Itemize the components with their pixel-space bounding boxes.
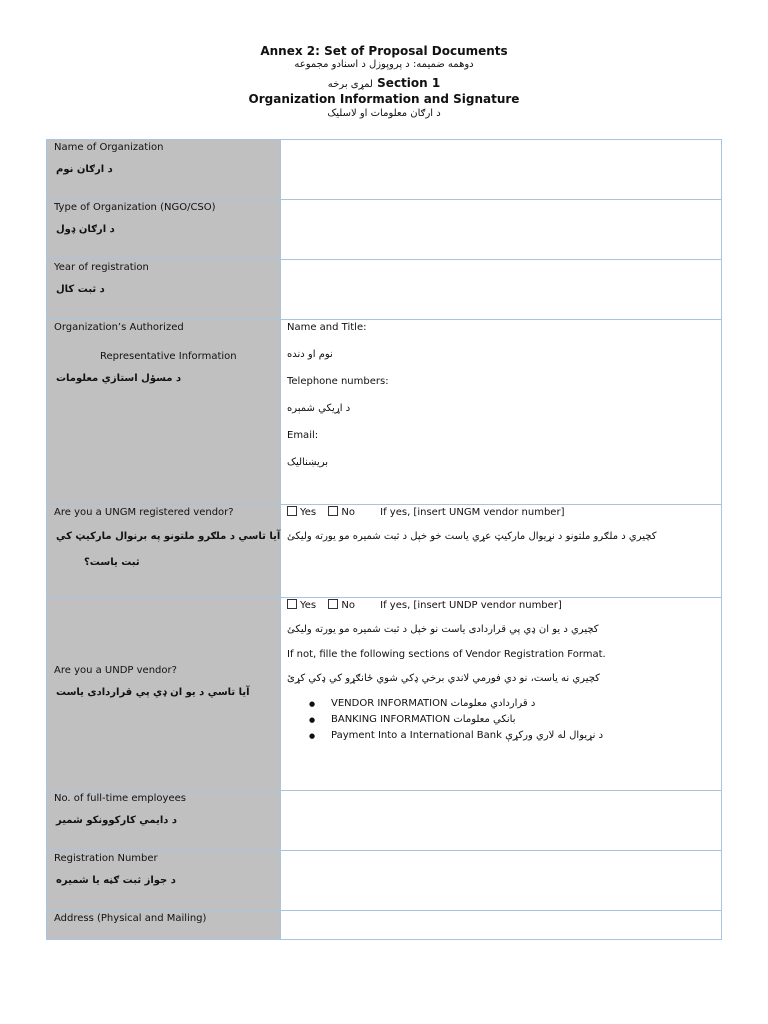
year-label-cell: [47, 260, 281, 320]
rep-label-line1: Organization’s Authorized: [54, 322, 184, 333]
ungm-if-yes: If yes, [insert UNGM vendor number]: [380, 507, 565, 518]
year-field[interactable]: [281, 260, 722, 320]
list-item: [331, 728, 721, 744]
rep-label-cell: [47, 320, 281, 505]
section-title-pashto: لمړی برخه: [327, 79, 373, 90]
row-year: [47, 260, 722, 320]
org-name-field[interactable]: [281, 140, 722, 200]
undp-label: Are you a UNDP vendor?: [54, 665, 177, 676]
bullet-banking-info: BANKING INFORMATION: [331, 714, 451, 725]
org-type-label-cell: [47, 200, 281, 260]
rep-name-title: Name and Title:: [287, 322, 367, 333]
org-info-title-pashto: د ارګان معلومات او لاسلیک: [327, 108, 441, 119]
rep-name-title-pashto: نوم او دنده: [287, 349, 333, 360]
employees-label-cell: [47, 791, 281, 851]
address-label-cell: [47, 911, 281, 940]
list-item: [331, 712, 721, 728]
bullet-vendor-info-pashto: د قراردادي معلومات: [450, 698, 536, 709]
year-label-pashto: د ثبت کال: [56, 284, 105, 295]
undp-options: [287, 599, 721, 613]
address-field[interactable]: [281, 911, 722, 940]
section-title-english: Section 1: [377, 76, 441, 90]
organization-info-table: [46, 139, 722, 940]
rep-label-line2: Representative Information: [100, 351, 237, 362]
employees-label: No. of full-time employees: [54, 793, 186, 804]
address-label: Address (Physical and Mailing): [54, 913, 207, 924]
bullet-payment-bank: Payment Into a International Bank: [331, 730, 502, 741]
ungm-label-pashto-1: آیا تاسي د ملګرو ملتونو په برنوال مارکیټ کي: [56, 531, 281, 542]
reg-number-label: Registration Number: [54, 853, 158, 864]
ungm-label-pashto-2: ثبت یاست؟: [84, 557, 140, 568]
org-name-label-pashto: د ارګان نوم: [56, 164, 113, 175]
annex-title-pashto: دوهمه ضمیمه: د پروپوزل د اسنادو مجموعه: [294, 59, 474, 70]
undp-field: [281, 598, 722, 791]
undp-requirements-list: [281, 696, 721, 744]
ungm-label: Are you a UNGM registered vendor?: [54, 507, 234, 518]
ungm-label-cell: [47, 505, 281, 598]
undp-if-yes-pashto: کچیري د یو ان ډي پي قراردادی یاست نو خپل د ثبت شمیره مو یورته ولیکئ: [287, 624, 599, 635]
undp-label-cell: [47, 598, 281, 791]
employees-label-pashto: د دایمي کارکوونکو شمیر: [56, 815, 178, 826]
rep-field[interactable]: [281, 320, 722, 505]
row-employees: [47, 791, 722, 851]
undp-no-label: No: [341, 600, 355, 611]
row-undp: [47, 598, 722, 791]
annex-title: Annex 2: Set of Proposal Documents: [260, 44, 508, 58]
ungm-no-checkbox[interactable]: [328, 506, 338, 516]
ungm-options: [287, 506, 721, 520]
rep-email-pashto: بریښنالیک: [287, 457, 329, 468]
rep-telephone-pashto: د اړیکي شمېره: [287, 403, 351, 414]
undp-if-not: If not, fille the following sections of Vendor Registration Format.: [287, 649, 606, 660]
ungm-field: [281, 505, 722, 598]
undp-no-checkbox[interactable]: [328, 599, 338, 609]
org-name-label-cell: [47, 140, 281, 200]
row-org-name: [47, 140, 722, 200]
reg-number-field[interactable]: [281, 851, 722, 911]
org-type-field[interactable]: [281, 200, 722, 260]
rep-email: Email:: [287, 430, 319, 441]
ungm-no-label: No: [341, 507, 355, 518]
year-label: Year of registration: [54, 262, 149, 273]
reg-number-label-cell: [47, 851, 281, 911]
org-type-label: Type of Organization (NGO/CSO): [54, 202, 216, 213]
rep-telephone: Telephone numbers:: [287, 376, 389, 387]
ungm-answer-pashto: کچیري د ملګرو ملتونو د نړیوال مارکیټ عړي یاست خو خپل د ثبت شمیره مو یورته ولیکئ: [287, 531, 657, 542]
row-address: [47, 911, 722, 940]
ungm-yes-label: Yes: [300, 507, 317, 518]
row-registration-number: [47, 851, 722, 911]
bullet-payment-bank-pashto: د نړیوال له لاري ورکړې: [505, 730, 604, 741]
list-item: [331, 696, 721, 712]
undp-label-pashto: آیا تاسي د یو ان ډي پي قراردادی یاست: [56, 687, 250, 698]
bullet-banking-info-pashto: بانکي معلومات: [453, 714, 516, 725]
undp-if-not-pashto: کچیري نه یاست، نو دي فورمي لاندي برخي ډکي شوي ځانګړو کي ډکي کړئ: [287, 673, 600, 684]
bullet-vendor-info: VENDOR INFORMATION: [331, 698, 448, 709]
undp-yes-label: Yes: [300, 600, 317, 611]
undp-yes-checkbox[interactable]: [287, 599, 297, 609]
row-org-type: [47, 200, 722, 260]
employees-field[interactable]: [281, 791, 722, 851]
row-representative: [47, 320, 722, 505]
org-name-label: Name of Organization: [54, 142, 164, 153]
rep-label-pashto: د مسؤل استازي معلومات: [56, 373, 182, 384]
ungm-yes-checkbox[interactable]: [287, 506, 297, 516]
row-ungm: [47, 505, 722, 598]
org-info-title: Organization Information and Signature: [248, 92, 520, 106]
reg-number-label-pashto: د جواز ثبت ګڼه یا شمیره: [56, 875, 176, 886]
org-type-label-pashto: د ارګان ډول: [56, 224, 115, 235]
section-title: [0, 76, 768, 90]
undp-if-yes: If yes, [insert UNDP vendor number]: [380, 600, 562, 611]
